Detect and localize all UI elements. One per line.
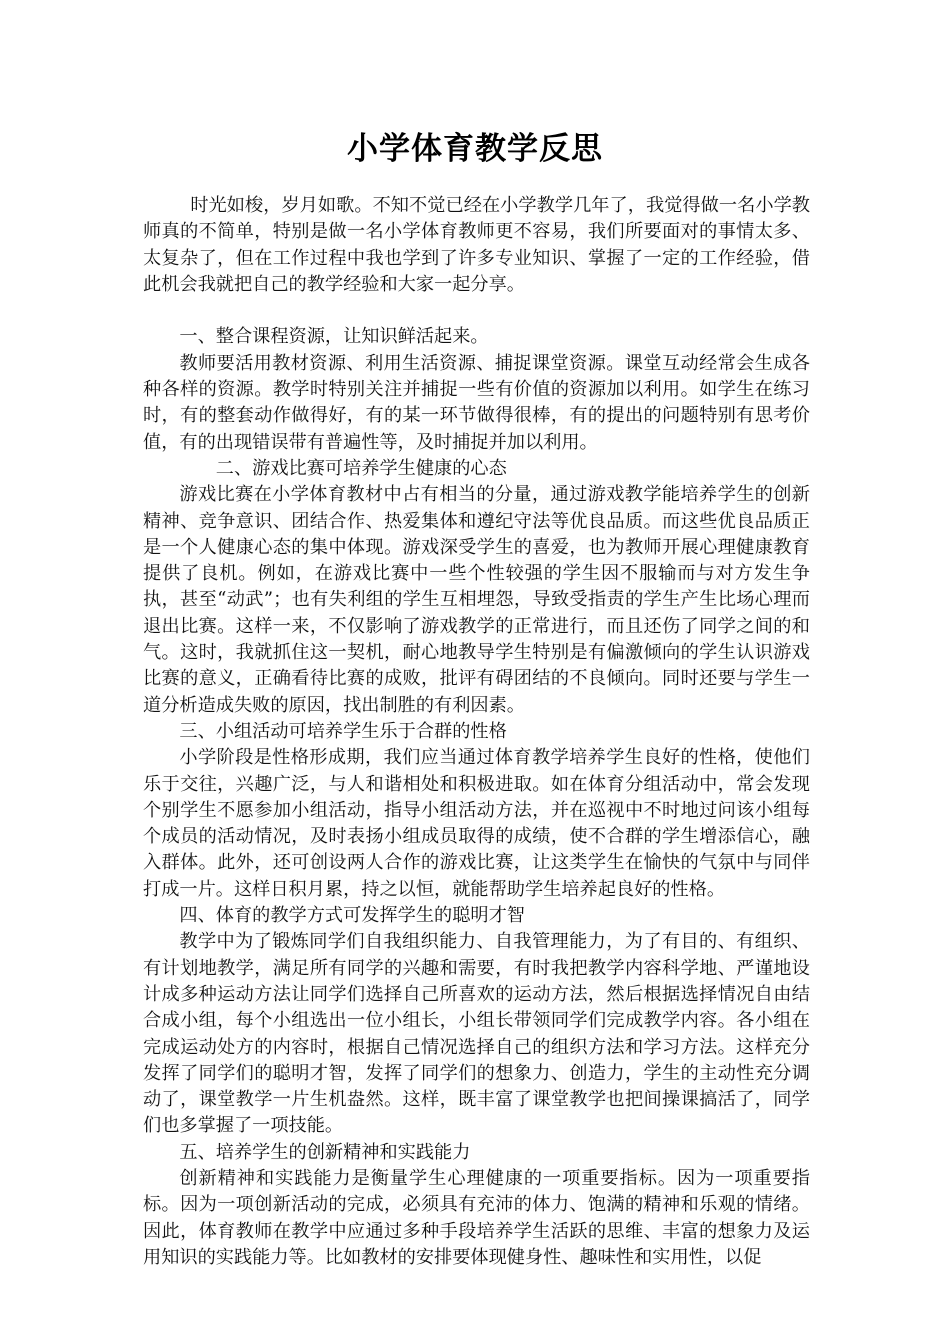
section-heading-3: 三、小组活动可培养学生乐于合群的性格 — [179, 720, 507, 742]
section-heading-2-text: 游戏比赛可培养学生健康的心态 — [252, 457, 507, 479]
section-heading-4: 四、体育的教学方式可发挥学生的聪明才智 — [179, 905, 525, 927]
section-heading-2 — [143, 456, 810, 482]
intro-paragraph: 时光如梭，岁月如歌。不知不觉已经在小学教学几年了，我觉得做一名小学教师真的不简单，特别是做一名小学体育教师更不容易，我们所要面对的事情太多、太复杂了，但在工作过程中我也学到了许多专业知识、掌握了一定的工作经验，借此机会我就把自己的教学经验和大家一起分享。 — [143, 195, 810, 295]
section-heading-5: 五、培养学生的创新精神和实践能力 — [179, 1141, 471, 1163]
paragraph-spacer — [143, 298, 810, 324]
document-body — [143, 193, 810, 1271]
section-body-3: 小学阶段是性格形成期，我们应当通过体育教学培养学生良好的性格，使他们乐于交往，兴趣广泛，与人和谐相处和积极进取。如在体育分组活动中，常会发现个别学生不愿参加小组活动，指导小组活动方法，并在巡视中不时地过问该小组每个成员的活动情况，及时表扬小组成员取得的成绩，使不合群的学生增添信心，融入群体。此外，还可创设两人合作的游戏比赛，让这类学生在愉快的气氛中与同伴打成一片。这样日积月累，持之以恒，就能帮助学生培养起良好的性格。 — [143, 747, 810, 900]
section-heading-2-number: 二、 — [215, 457, 253, 479]
section-body-1: 教师要活用教材资源、利用生活资源、捕捉课堂资源。课堂互动经常会生成各种各样的资源。教学时特别关注并捕捉一些有价值的资源加以利用。如学生在练习时，有的整套动作做得好，有的某一环节做得很棒，有的提出的问题特别有思考价值，有的出现错误带有普遍性等，及时捕捉并加以利用。 — [143, 352, 810, 453]
document-title: 小学体育教学反思 — [347, 131, 603, 167]
section-body-2: 游戏比赛在小学体育教材中占有相当的分量，通过游戏教学能培养学生的创新精神、竞争意识、团结合作、热爱集体和遵纪守法等优良品质。而这些优良品质正是一个人健康心态的集中体现。游戏深受学生的喜爱，也为教师开展心理健康教育提供了良机。例如，在游戏比赛中一些个性较强的学生因不服输而与对方发生争执，甚至“动武”；也有失利组的学生互相埋怨，导致受指责的学生产生比场心理而退出比赛。这样一来，不仅影响了游戏教学的正常进行，而且还伤了同学之间的和气。这时，我就抓住这一契机，耐心地教导学生特别是有偏激倾向的学生认识游戏比赛的意义，正确看待比赛的成败，批评有碍团结的不良倾向。同时还要与学生一道分析造成失败的原因，找出制胜的有利因素。 — [143, 484, 810, 716]
section-heading-1: 一、整合课程资源，让知识鲜活起来。 — [179, 326, 489, 348]
section-body-5: 创新精神和实践能力是衡量学生心理健康的一项重要指标。因为一项重要指标。因为一项创新活动的完成，必须具有充沛的体力、饱满的精神和乐观的情绪。因此，体育教师在教学中应通过多种手段培养学生活跃的思维、丰富的想象力及运用知识的实践能力等。比如教材的安排要体现健身性、趣味性和实用性，以促 — [143, 1167, 810, 1268]
section-body-4: 教学中为了锻炼同学们自我组织能力、自我管理能力，为了有目的、有组织、有计划地教学，满足所有同学的兴趣和需要，有时我把教学内容科学地、严谨地设计成多种运动方法让同学们选择自己所喜欢的运动方法，然后根据选择情况自由结合成小组，每个小组选出一位小组长，小组长带领同学们完成教学内容。各小组在完成运动处方的内容时，根据自己情况选择自己的组织方法和学习方法。这样充分发挥了同学们的聪明才智，发挥了同学们的想象力、创造力，学生的主动性充分调动了，课堂教学一片生机盎然。这样，既丰富了课堂教学也把间操课搞活了，同学们也多掌握了一项技能。 — [143, 931, 810, 1137]
